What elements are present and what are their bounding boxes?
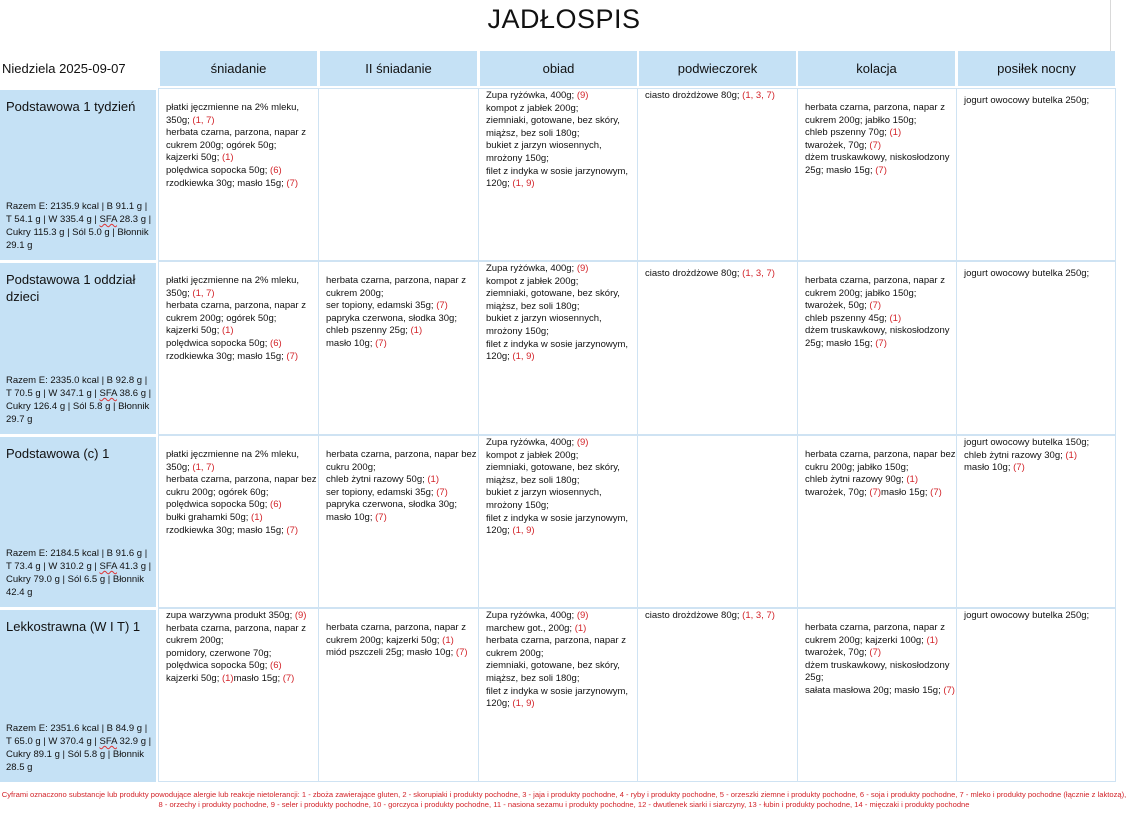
diet-row-header: [0, 263, 156, 434]
meal-item-text: ser topiony, edamski 35g;: [326, 300, 437, 312]
meal-item: [805, 622, 957, 647]
meal-item: [166, 127, 318, 152]
meal-cell-posilek-nocny: [964, 437, 1116, 475]
allergen-codes: (1): [221, 325, 234, 337]
page-title: JADŁOSPIS: [487, 4, 641, 34]
meal-item: [166, 660, 318, 673]
meal-item-text: płatki jęczmienne na 2% mleku, 350g;: [166, 449, 300, 473]
meal-item-text: kompot z jabłek 200g;: [486, 449, 579, 461]
meal-item: [486, 623, 638, 636]
meal-item-text: jogurt owocowy butelka 250g;: [964, 268, 1090, 279]
meal-item-text: kajzerki 50g;: [166, 672, 222, 684]
meal-item: [486, 166, 638, 191]
meal-item-text: polędwica sopocka 50g;: [166, 660, 271, 672]
allergen-codes: (1): [251, 511, 263, 523]
meal-cell-podwieczorek: [645, 268, 797, 281]
allergen-codes: (7): [282, 672, 295, 684]
meal-cell-kolacja: [805, 102, 957, 178]
meal-item: [326, 622, 478, 647]
meal-item: [486, 263, 638, 276]
meal-item: [326, 338, 478, 351]
nutrition-summary: [6, 722, 154, 774]
meal-cell-posilek-nocny: [964, 95, 1116, 108]
allergen-codes: (6): [270, 164, 282, 176]
meal-item-text: ziemniaki, gotowane, bez skóry, miąższ, bez soli 180g;: [486, 462, 620, 486]
diet-row-header: [0, 437, 156, 607]
meal-item-text: herbata czarna, parzona, napar z cukrem 200g; ogórek 50g;: [166, 300, 306, 324]
allergen-codes: (9): [576, 437, 589, 448]
allergen-codes: (7): [375, 337, 387, 349]
meal-item: [486, 103, 638, 116]
allergen-codes: (1, 7): [192, 287, 215, 299]
meal-item: [166, 338, 318, 351]
meal-item-text: herbata czarna, parzona, napar z cukrem 200g; kajzerki 50g;: [326, 622, 466, 646]
meal-item-text: kompot z jabłek 200g;: [486, 102, 579, 114]
meal-item: [166, 648, 318, 661]
allergen-codes: (9): [576, 610, 589, 621]
allergen-codes: (1, 7): [192, 114, 215, 126]
meal-item-text: jogurt owocowy butelka 250g;: [964, 610, 1090, 621]
meal-item: [166, 474, 318, 499]
date-label: Niedziela 2025-09-07: [2, 61, 126, 76]
meal-item: [326, 275, 478, 300]
meal-item: [326, 512, 478, 525]
allergen-codes: (1, 9): [512, 178, 535, 190]
meal-item-text: chleb żytni razowy 50g;: [326, 474, 428, 486]
meal-cell-obiad: [486, 263, 638, 364]
meal-item: [166, 152, 318, 165]
meal-item: [805, 127, 957, 140]
meal-cell-kolacja: [805, 275, 957, 351]
allergen-codes: (9): [294, 610, 307, 621]
meal-item-text: herbata czarna, parzona, napar z cukrem 200g; jabłko 150g;: [805, 275, 945, 299]
meal-cell-podwieczorek: [645, 610, 797, 623]
meal-item: [645, 268, 797, 281]
meal-item: [166, 300, 318, 325]
meal-item: [805, 152, 957, 177]
meal-item-text: dżem truskawkowy, niskosłodzony 25g;: [805, 659, 950, 684]
nutrition-text: Razem E: 2184.5 kcal | B 91.6 g | T 73.4 g | W 310.2 g |: [6, 548, 148, 572]
allergen-codes: (1): [926, 634, 939, 646]
meal-item: [166, 102, 318, 127]
meal-item: [964, 462, 1116, 475]
meal-item: [805, 102, 957, 127]
meal-item: [166, 673, 318, 686]
meal-item: [486, 140, 638, 165]
nutrition-summary: [6, 200, 154, 252]
meal-item: [166, 165, 318, 178]
grid-row-line: [158, 607, 1116, 609]
meal-item-text: ciasto drożdżowe 80g;: [645, 90, 743, 101]
meal-item-text: ciasto drożdżowe 80g;: [645, 268, 743, 279]
nutrition-summary: [6, 547, 154, 599]
allergen-codes: (1): [1065, 449, 1078, 461]
meal-item-text: masło 15g;: [233, 672, 283, 684]
meal-item: [166, 449, 318, 474]
allergen-codes: (7): [286, 177, 299, 189]
meal-cell-kolacja: [805, 622, 957, 698]
meal-item: [486, 487, 638, 512]
meal-item: [486, 686, 638, 711]
meal-item: [805, 300, 957, 313]
meal-item-text: chleb pszenny 70g;: [805, 127, 890, 139]
meal-header-afternoon-snack: podwieczorek: [639, 51, 796, 86]
meal-item: [486, 635, 638, 660]
meal-cell-ii-sniadanie: [326, 622, 478, 660]
nutrition-text: 38.6 g | Cukry 126.4 g | Sól 5.8 g | Błonnik 29.7 g: [6, 388, 152, 425]
meal-item-text: jogurt owocowy butelka 150g;: [964, 437, 1090, 448]
meal-item-text: bukiet z jarzyn wiosennych, mrożony 150g;: [486, 487, 602, 511]
meal-item-text: herbata czarna, parzona, napar z cukrem 200g; ogórek 50g;: [166, 127, 306, 151]
meal-item-text: papryka czerwona, słodka 30g;: [326, 312, 457, 324]
allergen-codes: (7): [869, 139, 882, 151]
meal-item-text: kajzerki 50g;: [166, 152, 222, 164]
meal-item-text: chleb żytni razowy 30g;: [964, 449, 1066, 461]
meal-item-text: chleb pszenny 25g;: [326, 325, 411, 337]
diet-name: Podstawowa 1 oddział dzieci: [6, 272, 136, 304]
meal-cell-posilek-nocny: [964, 610, 1116, 623]
meal-item: [166, 512, 318, 525]
allergen-codes: (1): [427, 474, 440, 486]
allergen-codes: (1): [410, 325, 423, 337]
meal-cell-kolacja: [805, 449, 957, 499]
meal-item-text: zupa warzywna produkt 350g;: [166, 610, 295, 621]
meal-item-text: masło 15g;: [881, 486, 931, 498]
allergen-codes: (7): [455, 647, 468, 659]
meal-item-text: Zupa ryżówka, 400g;: [486, 610, 577, 621]
meal-item: [964, 268, 1116, 281]
meal-item: [166, 275, 318, 300]
meal-cell-ii-sniadanie: [326, 449, 478, 525]
allergen-codes: (6): [270, 337, 282, 349]
allergen-codes: (7): [436, 486, 448, 498]
meal-item: [964, 437, 1116, 450]
meal-item: [645, 610, 797, 623]
meal-item-text: kajzerki 50g;: [166, 325, 222, 337]
meal-item-text: filet z indyka w sosie jarzynowym, 120g;: [486, 165, 629, 190]
meal-cell-podwieczorek: [645, 90, 797, 103]
meal-item-text: dżem truskawkowy, niskosłodzony 25g; masło 15g;: [805, 325, 950, 349]
allergen-codes: (1): [574, 622, 587, 634]
meal-item-text: twarożek, 70g;: [805, 486, 870, 498]
meal-item: [326, 449, 478, 474]
meal-item-text: twarożek, 70g;: [805, 647, 870, 659]
meal-item: [326, 300, 478, 313]
allergen-codes: (1): [221, 672, 234, 684]
meal-item-text: ciasto drożdżowe 80g;: [645, 610, 743, 621]
meal-item: [166, 325, 318, 338]
meal-item: [805, 660, 957, 685]
meal-item: [486, 450, 638, 463]
allergen-codes: (7): [436, 300, 448, 312]
allergen-codes: (7): [869, 300, 882, 312]
meal-header-breakfast: śniadanie: [160, 51, 317, 86]
allergen-codes: (1, 9): [512, 525, 535, 537]
meal-item-text: rzodkiewka 30g; masło 15g;: [166, 350, 287, 362]
allergen-codes: (7): [943, 684, 955, 696]
diet-name: Podstawowa 1 tydzień: [6, 99, 136, 114]
meal-item-text: sałata masłowa 20g; masło 15g;: [805, 684, 944, 696]
sfa-label: SFA: [99, 214, 117, 225]
meal-item: [166, 178, 318, 191]
diet-row-header: [0, 90, 156, 260]
allergen-codes: (1): [906, 474, 919, 486]
meal-item-text: polędwica sopocka 50g;: [166, 337, 271, 349]
meal-item: [326, 313, 478, 326]
meal-item: [326, 499, 478, 512]
meal-item-text: płatki jęczmienne na 2% mleku, 350g;: [166, 275, 300, 299]
meal-item: [805, 140, 957, 153]
allergen-legend: Cyframi oznaczono substancje lub produkty powodujące alergie lub reakcje nietolerancji: 1 - zboża zawierające gluten, 2 - skorupiaki i produkty pochodne, 3 - jaja i produkty pochodne, 4 - ryby i produkty pochodne, 5 - orzeszki ziemne i produkty pochodne, 6 - soja i produkty pochodne, 7 - mleko i produkty pochodne (łącznie z laktozą), 8 - orzechy i produkty pochodne, 9 - seler i produkty pochodne, 10 - gorczyca i produkty pochodne, 11 - nasiona sezamu i produkty pochodne, 12 - dwutlenek siarki i siarczyny, 13 - łubin i produkty pochodne, 14 - mięczaki i produkty pochodne: [1, 790, 1127, 809]
sfa-label: SFA: [99, 388, 117, 399]
meal-item: [805, 313, 957, 326]
meal-cell-sniadanie: [166, 449, 318, 537]
meal-item-text: bukiet z jarzyn wiosennych, mrożony 150g;: [486, 313, 602, 337]
diet-name: Lekkostrawna (W I T) 1: [6, 619, 141, 634]
meal-item-text: herbata czarna, parzona, napar z cukrem 200g; jabłko 150g;: [805, 102, 945, 126]
meal-item-text: herbata czarna, parzona, napar z cukrem 200g;: [326, 275, 466, 299]
meal-item: [805, 449, 957, 474]
allergen-codes: (1, 9): [512, 698, 535, 710]
meal-item-text: masło 10g;: [326, 511, 376, 523]
grid-row-line: [158, 260, 1116, 262]
allergen-codes: (1): [889, 127, 902, 139]
allergen-codes: (6): [270, 660, 282, 672]
meal-item-text: ziemniaki, gotowane, bez skóry, miąższ, bez soli 180g;: [486, 115, 620, 139]
meal-item-text: Zupa ryżówka, 400g;: [486, 263, 577, 274]
allergen-codes: (1, 7): [192, 461, 215, 473]
meal-item: [166, 525, 318, 538]
allergen-codes: (7): [869, 486, 882, 498]
allergen-codes: (6): [270, 499, 282, 511]
meal-item-text: dżem truskawkowy, niskosłodzony 25g; masło 15g;: [805, 152, 950, 176]
allergen-codes: (7): [869, 647, 882, 659]
allergen-codes: (9): [576, 263, 589, 274]
allergen-codes: (7): [286, 524, 299, 536]
meal-item-text: ziemniaki, gotowane, bez skóry, miąższ, bez soli 180g;: [486, 660, 620, 684]
meal-item: [964, 95, 1116, 108]
nutrition-summary: [6, 374, 154, 426]
meal-header-night-meal: posiłek nocny: [958, 51, 1115, 86]
allergen-codes: (1): [442, 634, 454, 646]
meal-item: [805, 487, 957, 500]
meal-header-lunch: obiad: [480, 51, 637, 86]
meal-item-text: miód pszczeli 25g; masło 10g;: [326, 647, 456, 659]
meal-item: [486, 288, 638, 313]
meal-item-text: polędwica sopocka 50g;: [166, 164, 271, 176]
meal-item-text: płatki jęczmienne na 2% mleku, 350g;: [166, 102, 300, 126]
allergen-codes: (1, 3, 7): [742, 610, 775, 621]
allergen-codes: (1): [221, 152, 234, 164]
meal-cell-obiad: [486, 90, 638, 191]
meal-cell-ii-sniadanie: [326, 275, 478, 351]
meal-cell-sniadanie: [166, 275, 318, 363]
allergen-codes: (7): [1013, 462, 1025, 474]
meal-item-text: Zupa ryżówka, 400g;: [486, 90, 577, 101]
meal-item: [166, 623, 318, 648]
meal-item: [805, 685, 957, 698]
nutrition-text: Razem E: 2335.0 kcal | B 92.8 g | T 70.5 g | W 347.1 g |: [6, 375, 148, 399]
meal-item: [486, 339, 638, 364]
sfa-label: SFA: [99, 736, 117, 747]
meal-item-text: herbata czarna, parzona, napar z cukrem 200g; kajzerki 100g;: [805, 622, 945, 646]
meal-item: [486, 513, 638, 538]
meal-cell-sniadanie: [166, 610, 318, 686]
meal-item-text: twarożek, 50g;: [805, 300, 870, 312]
meal-header-second-breakfast: II śniadanie: [320, 51, 477, 86]
meal-item-text: herbata czarna, parzona, napar bez cukru 200g;: [326, 449, 477, 473]
meal-item: [326, 474, 478, 487]
allergen-codes: (7): [875, 337, 887, 349]
meal-item-text: marchew got., 200g;: [486, 622, 575, 634]
nutrition-text: 32.9 g | Cukry 89.1 g | Sól 5.8 g | Błonnik 28.5 g: [6, 736, 152, 773]
meal-item: [166, 610, 318, 623]
meal-item: [486, 660, 638, 685]
allergen-codes: (7): [930, 486, 942, 498]
meal-item-text: chleb pszenny 45g;: [805, 312, 890, 324]
grid-row-line: [158, 434, 1116, 436]
meal-item: [326, 647, 478, 660]
nutrition-text: Razem E: 2351.6 kcal | B 84.9 g | T 65.0 g | W 370.4 g |: [6, 723, 148, 747]
meal-cell-obiad: [486, 437, 638, 538]
meal-item-text: chleb żytni razowy 90g;: [805, 474, 907, 486]
meal-item: [486, 313, 638, 338]
meal-item-text: ziemniaki, gotowane, bez skóry, miąższ, bez soli 180g;: [486, 288, 620, 312]
meal-item-text: polędwica sopocka 50g;: [166, 499, 271, 511]
meal-item-text: herbata czarna, parzona, napar z cukrem 200g;: [486, 635, 626, 659]
diet-row-header: [0, 610, 156, 782]
meal-item: [486, 437, 638, 450]
meal-item-text: papryka czerwona, słodka 30g;: [326, 499, 457, 511]
allergen-codes: (1, 3, 7): [742, 90, 775, 101]
meal-item: [805, 325, 957, 350]
meal-item-text: masło 10g;: [326, 337, 376, 349]
meal-item-text: herbata czarna, parzona, napar bez cukru 200g; jabłko 150g;: [805, 449, 956, 473]
meal-item-text: herbata czarna, parzona, napar bez cukru 200g; ogórek 60g;: [166, 474, 317, 498]
nutrition-text: 41.3 g | Cukry 79.0 g | Sól 6.5 g | Błonnik 42.4 g: [6, 561, 152, 598]
meal-item: [326, 325, 478, 338]
allergen-codes: (1, 3, 7): [742, 268, 775, 279]
meal-item-text: herbata czarna, parzona, napar z cukrem 200g;: [166, 622, 306, 647]
allergen-codes: (7): [375, 511, 387, 523]
allergen-codes: (9): [576, 90, 589, 101]
meal-item: [805, 275, 957, 300]
diet-name: Podstawowa (c) 1: [6, 446, 110, 461]
meal-item-text: filet z indyka w sosie jarzynowym, 120g;: [486, 338, 629, 363]
meal-item-text: rzodkiewka 30g; masło 15g;: [166, 524, 287, 536]
meal-item: [486, 610, 638, 623]
meal-header-dinner: kolacja: [798, 51, 955, 86]
meal-item: [326, 487, 478, 500]
allergen-codes: (1): [889, 312, 902, 324]
allergen-codes: (7): [875, 164, 887, 176]
meal-item: [486, 90, 638, 103]
allergen-codes: (1, 9): [512, 351, 535, 363]
meal-item: [964, 610, 1116, 623]
meal-item: [805, 474, 957, 487]
meal-item-text: twarożek, 70g;: [805, 139, 870, 151]
meal-item-text: kompot z jabłek 200g;: [486, 275, 579, 287]
meal-item-text: masło 10g;: [964, 462, 1014, 474]
meal-item: [486, 276, 638, 289]
meal-item-text: rzodkiewka 30g; masło 15g;: [166, 177, 287, 189]
meal-item-text: filet z indyka w sosie jarzynowym, 120g;: [486, 512, 629, 537]
meal-item: [645, 90, 797, 103]
meal-cell-sniadanie: [166, 102, 318, 190]
meal-cell-posilek-nocny: [964, 268, 1116, 281]
meal-cell-obiad: [486, 610, 638, 711]
meal-item: [486, 115, 638, 140]
meal-item: [166, 499, 318, 512]
meal-item: [964, 450, 1116, 463]
meal-item: [486, 462, 638, 487]
meal-item-text: bukiet z jarzyn wiosennych, mrożony 150g;: [486, 140, 602, 164]
meal-item-text: Zupa ryżówka, 400g;: [486, 437, 577, 448]
meal-item-text: filet z indyka w sosie jarzynowym, 120g;: [486, 685, 629, 710]
nutrition-text: Razem E: 2135.9 kcal | B 91.1 g | T 54.1 g | W 335.4 g |: [6, 201, 148, 225]
meal-item-text: jogurt owocowy butelka 250g;: [964, 95, 1090, 106]
meal-item: [805, 647, 957, 660]
sfa-label: SFA: [99, 561, 117, 572]
meal-item-text: bułki grahamki 50g;: [166, 511, 252, 523]
meal-item: [166, 351, 318, 364]
meal-item-text: ser topiony, edamski 35g;: [326, 486, 437, 498]
allergen-codes: (7): [286, 350, 299, 362]
meal-item-text: pomidory, czerwone 70g;: [166, 647, 272, 659]
nutrition-text: 28.3 g | Cukry 115.3 g | Sól 5.0 g | Błonnik 29.1 g: [6, 214, 152, 251]
